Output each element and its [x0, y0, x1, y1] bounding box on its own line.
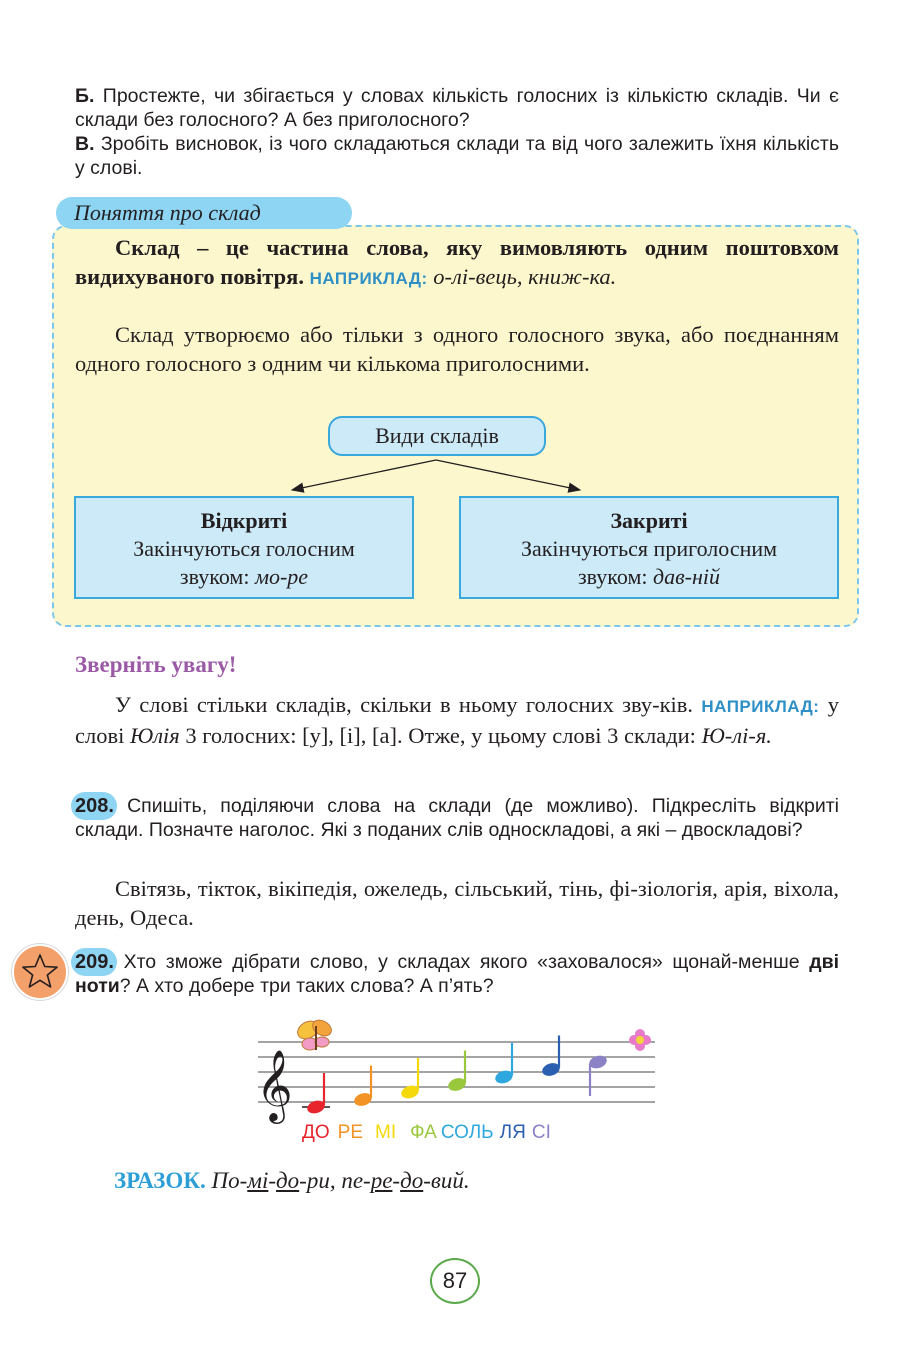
attention-example-label: НАПРИКЛАД:	[701, 697, 820, 716]
arrow-left	[292, 460, 436, 490]
open-example: мо-ре	[254, 564, 309, 589]
attention-word: Юлія	[129, 723, 180, 748]
sample-part-underlined: до	[400, 1168, 424, 1193]
note-мі	[400, 1058, 421, 1100]
note-label: ФА	[410, 1122, 437, 1143]
note-до	[302, 1073, 330, 1115]
rule-definition	[75, 233, 839, 293]
rule-def-example: о-лі-вець, книж-ка.	[433, 264, 617, 289]
exercise-208-task: Спишіть, поділяючи слова на склади (де можливо). Підкресліть відкриті склади. Позначте наголос. Які з поданих слів односкладові, а які – двоскладові?	[75, 795, 839, 841]
sample-part-underlined: мі	[247, 1168, 269, 1193]
open-syllables-box	[74, 496, 414, 599]
attention-text-b: у слові	[75, 692, 840, 748]
note-label: СОЛЬ	[440, 1122, 494, 1143]
rule-def-bold: Склад – це частина слова, яку вимовляють одним поштовхом видихуваного повітря.	[75, 235, 839, 289]
arrow-right	[436, 460, 580, 490]
note-соль	[494, 1043, 515, 1085]
sample-part: -ри, пе-	[299, 1168, 371, 1193]
attention-word-split: Ю-лі-я.	[701, 723, 772, 748]
note-сі	[588, 1054, 609, 1096]
open-line2: звуком:	[179, 564, 250, 589]
exercise-208-number: 208	[75, 795, 109, 817]
attention-title: Зверніть увагу!	[75, 652, 237, 677]
note-label: МІ	[375, 1122, 397, 1143]
rule-tag: Поняття про склад	[56, 197, 352, 229]
exercise-number-209: 209.	[75, 950, 114, 974]
sample-part: По-	[211, 1168, 248, 1193]
exercise-209-task-a: Хто зможе дібрати слово, у складах якого «заховалося» щонай-менше	[123, 951, 800, 973]
open-line1: Закінчуються голосним	[133, 536, 355, 561]
staff-lines	[258, 1042, 655, 1102]
note-label: СІ	[531, 1122, 551, 1143]
star-icon	[14, 946, 66, 998]
sample-part-underlined: до	[276, 1168, 300, 1193]
syllable-types-title: Види складів	[328, 416, 546, 456]
note-label: ДО	[302, 1122, 330, 1143]
note-label: ЛЯ	[499, 1122, 526, 1143]
open-title: Відкриті	[200, 508, 288, 533]
sample-part-underlined: ре	[370, 1168, 393, 1193]
types-arrows	[280, 456, 600, 498]
treble-clef-icon: 𝄞	[256, 1048, 293, 1121]
exercise-208-words: Світязь, тікток, вікіпедія, ожеледь, сільський, тінь, фі-зіологія, арія, віхола, день, Одеса.	[75, 876, 839, 930]
sample-part: -вий.	[423, 1168, 470, 1193]
rule-example-label: НАПРИКЛАД:	[309, 269, 428, 288]
closed-title: Закриті	[610, 508, 688, 533]
intro-v-text: Зробіть висновок, із чого складаються склади та від чого залежить їхня кількість у слові.	[75, 133, 839, 179]
note-labels	[302, 1122, 551, 1144]
sample-text	[212, 1168, 470, 1193]
closed-example: дав-ній	[652, 564, 721, 589]
notes-group	[302, 1036, 608, 1116]
exercise-209-number: 209	[75, 951, 109, 973]
note-label: РЕ	[337, 1122, 364, 1143]
exercise-209-task-b: ? А хто добере три таких слова? А п’ять?	[119, 975, 494, 997]
intro-b	[75, 84, 839, 132]
sample-line	[114, 1168, 470, 1194]
exercise-number-208: 208.	[75, 794, 114, 818]
sample-part: -	[392, 1168, 401, 1193]
star-badge	[12, 944, 68, 1000]
intro-v	[75, 132, 839, 180]
intro-v-letter: В.	[75, 133, 95, 155]
attention-text	[75, 690, 839, 750]
rule-para2: Склад утворюємо або тільки з одного голосного звука, або поєднанням одного голосного з одним чи кількома приголосними.	[75, 322, 839, 376]
butterfly-icon	[294, 1017, 334, 1050]
exercise-209-task-bold: дві ноти	[75, 951, 839, 997]
closed-syllables-box	[459, 496, 839, 599]
intro-b-letter: Б.	[75, 85, 95, 107]
page-number: 87	[430, 1258, 480, 1304]
sample-part: -	[268, 1168, 277, 1193]
closed-line2: звуком:	[577, 564, 648, 589]
exercise-209	[75, 950, 839, 998]
flower-icon	[629, 1029, 651, 1051]
closed-line1: Закінчуються приголосним	[520, 536, 778, 561]
intro-b-text: Простежте, чи збігається у словах кількість голосних із кількістю складів. Чи є склади без голосного? А без приголосного?	[75, 85, 839, 131]
exercise-208	[75, 794, 839, 842]
attention-text-a: У слові стільки складів, скільки в ньому голосних зву-ків.	[115, 692, 694, 717]
sample-label: ЗРАЗОК.	[114, 1168, 206, 1193]
attention-text-c: 3 голосних: [у], [і], [а]. Отже, у цьому слові 3 склади:	[185, 723, 696, 748]
